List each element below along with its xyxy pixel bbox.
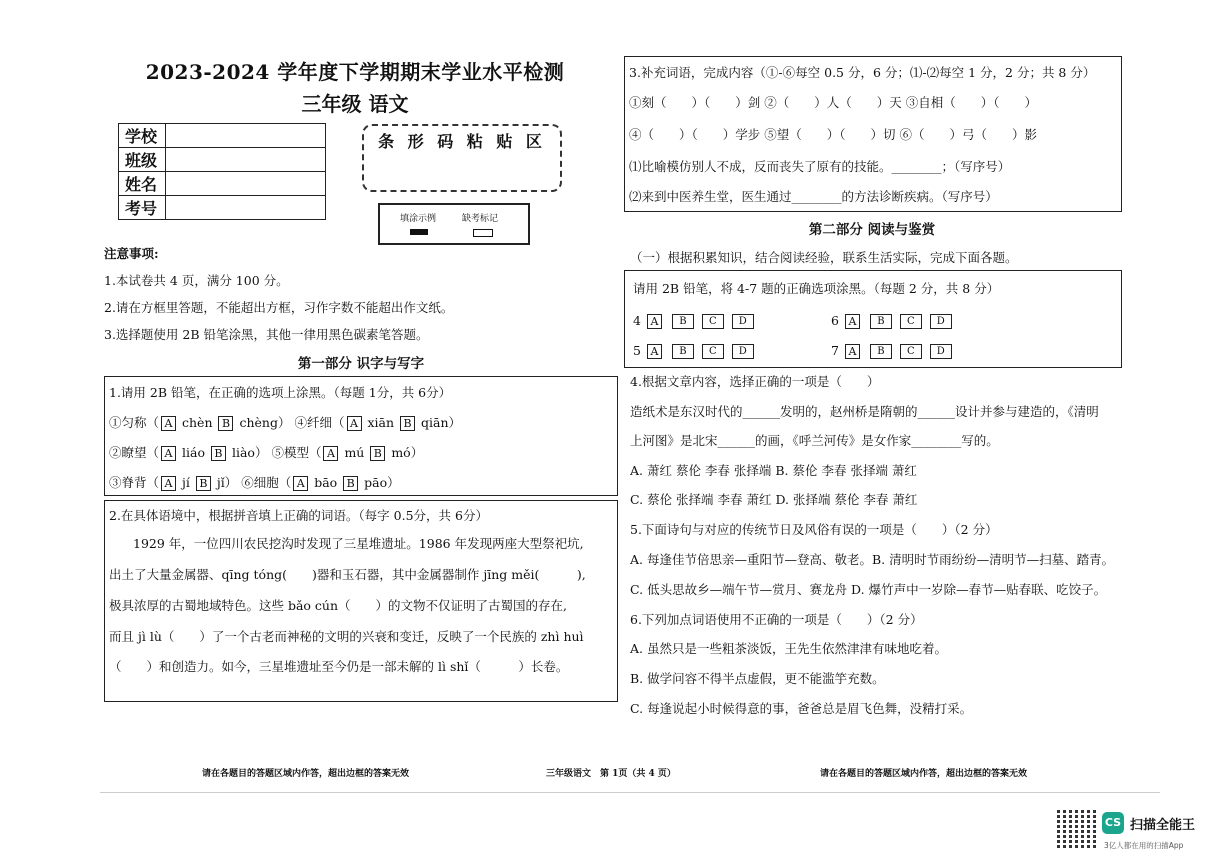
school-field[interactable] <box>166 124 326 148</box>
choice-row <box>633 313 754 329</box>
option-b[interactable]: B <box>370 446 385 461</box>
option-a[interactable]: A <box>161 416 176 431</box>
q2-line: 出土了大量金属器、qīng tóng( )器和玉石器，其中金属器制作 jīng měi( ), <box>109 567 586 582</box>
answer-choice-box <box>624 270 1122 368</box>
option-a[interactable]: A <box>845 344 860 359</box>
q1-title: 1.请用 2B 铅笔，在正确的选项上涂黑。（每题 1分，共 6分） <box>109 385 452 400</box>
q1-row <box>109 413 461 431</box>
pinyin-b: mó <box>391 445 411 460</box>
option-c[interactable]: C <box>702 314 724 329</box>
pinyin-a: liáo <box>182 445 205 460</box>
q3-box <box>624 56 1122 212</box>
option-b[interactable]: B <box>672 314 694 329</box>
option-c[interactable]: C <box>900 314 922 329</box>
q4-line: 造纸术是东汉时代的______发明的，赵州桥是隋朝的______设计并参与建造的，《清明 <box>630 404 1099 419</box>
question-number: 5 <box>633 343 641 358</box>
question-number: 7 <box>831 343 839 358</box>
pinyin-b: liào <box>231 445 255 460</box>
q6-option: B. 做学问容不得半点虚假，更不能滥竽充数。 <box>630 671 885 686</box>
pinyin-b: jǐ <box>216 475 225 490</box>
q3-line: ⑵来到中医养生堂，医生通过________的方法诊断疾病。（写序号） <box>629 189 998 204</box>
pinyin-b: chèng <box>239 415 278 430</box>
paren: ） <box>277 415 291 430</box>
note-item: 3.选择题使用 2B 铅笔涂黑，其他一律用黑色碳素笔答题。 <box>104 327 429 342</box>
barcode-area <box>362 124 562 192</box>
q5-option: A. 每逢佳节倍思亲—重阳节—登高、敬老。B. 清明时节雨纷纷—清明节—扫墓、踏青。 <box>630 552 1115 567</box>
q4-option: A. 萧红 蔡伦 李春 张择端 B. 蔡伦 李春 张择端 萧红 <box>630 463 917 478</box>
q5-title: 5.下面诗句与对应的传统节日及风俗有误的一项是（ ）（2 分） <box>630 522 998 537</box>
option-a[interactable]: A <box>161 446 176 461</box>
q6-title: 6.下列加点词语使用不正确的一项是（ ）（2 分） <box>630 612 923 627</box>
q4-line: 上河图》是北宋______的画，《呼兰河传》是女作家________写的。 <box>630 433 999 448</box>
option-a[interactable]: A <box>323 446 338 461</box>
q5-option: C. 低头思故乡—端午节—赏月、赛龙舟 D. 爆竹声中一岁除—春节—贴春联、吃饺子。 <box>630 582 1107 597</box>
barcode-label: 条 形 码 粘 贴 区 <box>378 132 546 151</box>
option-c[interactable]: C <box>702 344 724 359</box>
option-b[interactable]: B <box>218 416 233 431</box>
camscanner-logo-icon: CS <box>1102 812 1124 834</box>
exam-subtitle: 三年级 语文 <box>301 92 409 116</box>
scanner-tagline: 3亿人都在用的扫描App <box>1104 841 1184 850</box>
q1-word: ④纤细（ <box>294 415 345 430</box>
fill-example-box <box>378 203 530 245</box>
option-b[interactable]: B <box>672 344 694 359</box>
option-d[interactable]: D <box>732 344 754 359</box>
choice-row <box>831 343 952 359</box>
part1-heading: 第一部分 识字与写字 <box>297 356 425 372</box>
option-d[interactable]: D <box>930 344 952 359</box>
paren: ） <box>254 445 268 460</box>
scanner-brand: 扫描全能王 <box>1130 818 1196 833</box>
paren: ） <box>448 415 462 430</box>
q1-word: ②瞭望（ <box>109 445 160 460</box>
option-b[interactable]: B <box>211 446 226 461</box>
q2-title: 2.在具体语境中，根据拼音填上正确的词语。（每字 0.5分，共 6分） <box>109 508 488 523</box>
q2-line: （ ）和创造力。如今，三星堆遗址至今仍是一部未解的 lì shǐ（ ）长卷。 <box>109 659 569 674</box>
question-number: 6 <box>831 313 839 328</box>
option-a[interactable]: A <box>845 314 860 329</box>
info-label-id: 考号 <box>119 196 166 220</box>
q3-line: ⑴比喻模仿别人不成，反而丧失了原有的技能。________；（写序号） <box>629 159 1011 174</box>
q2-box <box>104 500 618 702</box>
paren: ） <box>224 475 238 490</box>
absent-checkbox[interactable] <box>473 229 493 237</box>
pinyin-a: jí <box>182 475 190 490</box>
q4-title: 4.根据文章内容，选择正确的一项是（ ） <box>630 374 880 389</box>
footer-divider <box>100 792 1160 793</box>
info-label-name: 姓名 <box>119 172 166 196</box>
q1-box <box>104 376 618 496</box>
info-label-school: 学校 <box>119 124 166 148</box>
option-a[interactable]: A <box>647 344 662 359</box>
q4-option: C. 蔡伦 张择端 李春 萧红 D. 张择端 蔡伦 李春 萧红 <box>630 492 918 507</box>
student-info-table <box>118 123 326 220</box>
option-b[interactable]: B <box>870 314 892 329</box>
option-b[interactable]: B <box>343 476 358 491</box>
qr-code-icon <box>1057 810 1097 850</box>
q3-title: 3.补充词语，完成内容（①-⑥每空 0.5 分，6 分；⑴-⑵每空 1 分，2 分；共 8 分） <box>629 65 1096 80</box>
section1-instruction: （一）根据积累知识，结合阅读经验，联系生活实际，完成下面各题。 <box>630 250 1018 265</box>
option-b[interactable]: B <box>870 344 892 359</box>
paren: ） <box>387 475 400 490</box>
fill-example-label: 填涂示例 <box>400 214 437 224</box>
choice-row <box>633 343 754 359</box>
q1-row <box>109 473 400 491</box>
q2-line: 而且 jì lù（ ）了一个古老而神秘的文明的兴衰和变迁，反映了一个民族的 zhì huì <box>109 629 584 644</box>
option-a[interactable]: A <box>293 476 308 491</box>
q3-line: ④（ ）（ ）学步 ⑤望（ ）（ ）切 ⑥（ ）弓（ ）影 <box>629 127 1037 142</box>
note-item: 2.请在方框里答题，不能超出方框，习作字数不能超出作文纸。 <box>104 300 454 315</box>
q2-line: 1929 年，一位四川农民挖沟时发现了三星堆遗址。1986 年发现两座大型祭祀坑, <box>133 536 584 551</box>
exam-title: 2023-2024 学年度下学期期末学业水平检测 <box>145 60 565 84</box>
q1-word: ⑥细胞（ <box>241 475 292 490</box>
q1-word: ⑤模型（ <box>271 445 322 460</box>
paren: ） <box>410 445 424 460</box>
q6-option: A. 虽然只是一些粗茶淡饭，王先生依然津津有味地吃着。 <box>630 641 947 656</box>
footer-right: 请在各题目的答题区域内作答，超出边框的答案无效 <box>820 769 1028 779</box>
option-a[interactable]: A <box>161 476 176 491</box>
pinyin-a: mú <box>344 445 365 460</box>
option-b[interactable]: B <box>196 476 211 491</box>
info-label-class: 班级 <box>119 148 166 172</box>
note-item: 1.本试卷共 4 页，满分 100 分。 <box>104 273 289 288</box>
option-a[interactable]: A <box>347 416 362 431</box>
option-c[interactable]: C <box>900 344 922 359</box>
q1-word: ③脊背（ <box>109 475 160 490</box>
q3-line: ①刻（ ）（ ）剑 ②（ ）人（ ）天 ③自相（ ）（ ） <box>629 95 1037 110</box>
option-b[interactable]: B <box>400 416 415 431</box>
question-number: 4 <box>633 313 641 328</box>
pinyin-a: xiān <box>367 415 395 430</box>
choice-instruction: 请用 2B 铅笔，将 4-7 题的正确选项涂黑。（每题 2 分，共 8 分） <box>633 281 1000 296</box>
q1-word: ①匀称（ <box>109 415 160 430</box>
name-field[interactable] <box>166 172 326 196</box>
notes-heading: 注意事项: <box>104 246 159 261</box>
footer-page: 三年级语文 第 1页（共 4 页） <box>546 769 676 779</box>
filled-sample <box>410 229 428 235</box>
choice-row <box>831 313 952 329</box>
pinyin-a: chèn <box>182 415 213 430</box>
option-d[interactable]: D <box>732 314 754 329</box>
q2-line: 极具浓厚的古蜀地域特色。这些 bǎo cún（ ）的文物不仅证明了古蜀国的存在, <box>109 598 568 613</box>
exam-id-field[interactable] <box>166 196 326 220</box>
q1-row <box>109 443 423 461</box>
q6-option: C. 每逢说起小时候得意的事，爸爸总是眉飞色舞，没精打采。 <box>630 701 973 716</box>
pinyin-b: qiān <box>421 415 449 430</box>
pinyin-b: pāo <box>364 475 388 490</box>
footer-left: 请在各题目的答题区域内作答，超出边框的答案无效 <box>202 769 410 779</box>
class-field[interactable] <box>166 148 326 172</box>
option-a[interactable]: A <box>647 314 662 329</box>
part2-heading: 第二部分 阅读与鉴赏 <box>808 222 936 238</box>
option-d[interactable]: D <box>930 314 952 329</box>
absent-mark-label: 缺考标记 <box>462 214 499 224</box>
pinyin-a: bāo <box>314 475 338 490</box>
